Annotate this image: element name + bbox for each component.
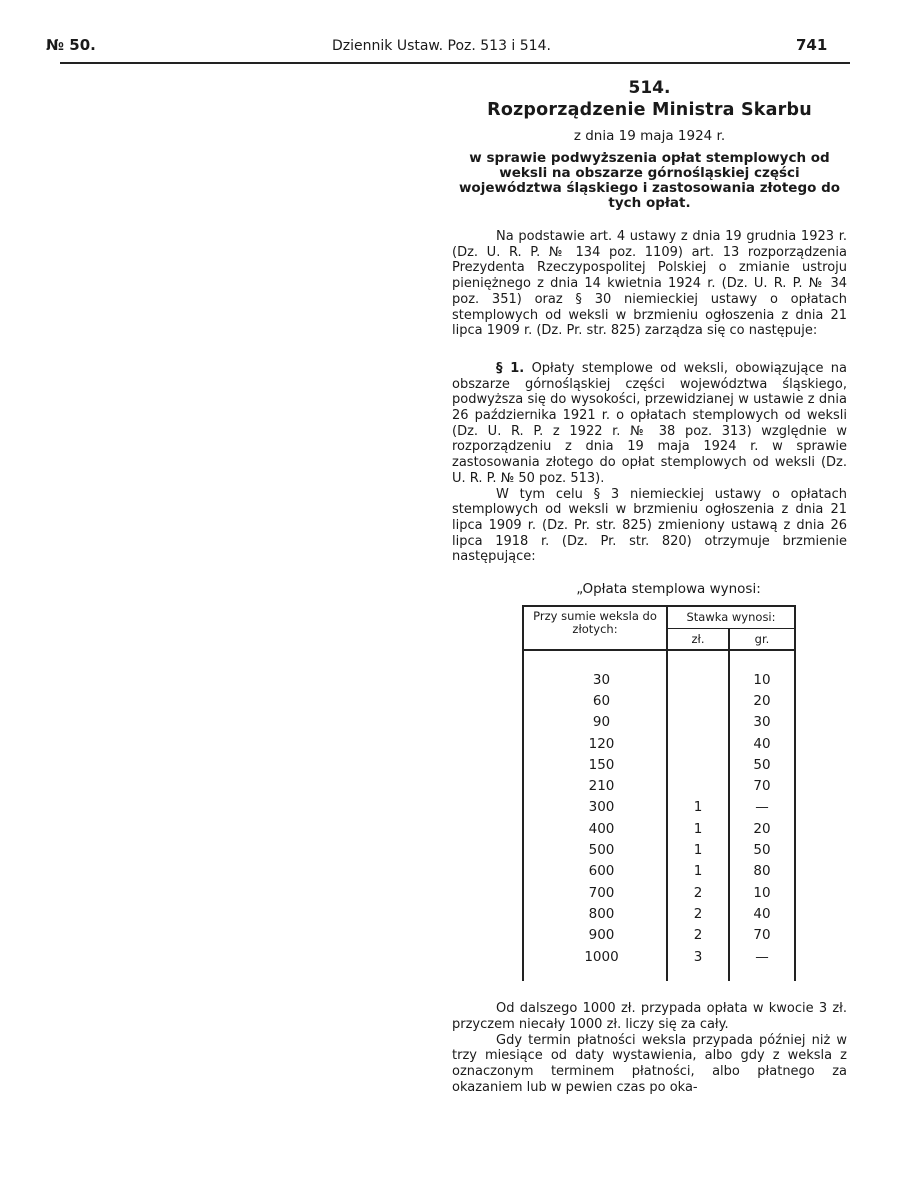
cell-zl: 1 — [667, 861, 729, 882]
cell-zl: 1 — [667, 797, 729, 818]
cell-sum: 500 — [523, 839, 667, 860]
cell-gr: 80 — [729, 861, 795, 882]
cell-zl: 3 — [667, 946, 729, 967]
column-header-sum: Przy sumie weksla do złotych: — [523, 606, 667, 650]
cell-sum: 400 — [523, 818, 667, 839]
cell-zl: 1 — [667, 839, 729, 860]
table-row — [523, 669, 795, 690]
cell-gr: 20 — [729, 818, 795, 839]
cell-zl — [667, 669, 729, 690]
column-header-zl: zł. — [667, 629, 729, 650]
cell-gr: — — [729, 797, 795, 818]
cell-gr: 70 — [729, 776, 795, 797]
after-table-paragraph-2: Gdy termin płatności weksla przypada później niż w trzy miesiące od daty wystawienia, albo gdy z weksla z oznaczonym terminem płatności, albo płatnego za okazaniem lub w pewien czas po oka- — [452, 1032, 847, 1095]
journal-title: Dziennik Ustaw. Poz. 513 i 514. — [332, 38, 551, 54]
act-number: 514. — [628, 78, 671, 98]
text-column — [452, 70, 847, 1095]
table-row — [523, 776, 795, 797]
table-row — [523, 882, 795, 903]
cell-gr: 30 — [729, 712, 795, 733]
cell-gr: 40 — [729, 903, 795, 924]
cell-gr: 20 — [729, 690, 795, 711]
cell-sum: 60 — [523, 690, 667, 711]
table-intro: „Opłata stemplowa wynosi: — [576, 581, 761, 598]
column-header-rate: Stawka wynosi: — [667, 606, 795, 629]
cell-gr: 10 — [729, 882, 795, 903]
column-header-gr: gr. — [729, 629, 795, 650]
stamp-fee-table — [522, 605, 796, 981]
cell-zl — [667, 776, 729, 797]
after-table-paragraph-1: Od dalszego 1000 zł. przypada opłata w kwocie 3 zł. przyczem niecały 1000 zł. liczy się za cały. — [452, 1001, 847, 1032]
cell-gr: 70 — [729, 925, 795, 946]
section-1-paragraph — [452, 361, 847, 487]
cell-gr: 40 — [729, 733, 795, 754]
cell-gr: 50 — [729, 754, 795, 775]
cell-sum: 700 — [523, 882, 667, 903]
cell-sum: 900 — [523, 925, 667, 946]
cell-zl: 2 — [667, 925, 729, 946]
table-row — [523, 861, 795, 882]
preamble-paragraph: Na podstawie art. 4 ustawy z dnia 19 grudnia 1923 r. (Dz. U. R. P. № 134 poz. 1109) art. 13 rozporządzenia Prezydenta Rzeczypospolitej Polskiej o zmianie ustroju pieniężnego z dnia 14 kwietnia 1924 r. (Dz. U. R. P. № 34 poz. 351) oraz § 30 niemieckiej ustawy o opłatach stemplowych od weksli w brzmieniu ogłoszenia z dnia 21 lipca 1909 r. (Dz. Pr. str. 825) zarządza się co następuje: — [452, 229, 847, 339]
header-rule — [60, 62, 850, 64]
table-row — [523, 712, 795, 733]
cell-zl — [667, 690, 729, 711]
act-subject: w sprawie podwyższenia opłat stemplowych od weksli na obszarze górnośląskiej części województwa śląskiego i zastosowania złotego do tych opłat. — [458, 150, 841, 211]
page-header — [0, 30, 913, 64]
act-date: z dnia 19 maja 1924 r. — [573, 128, 726, 144]
cell-sum: 300 — [523, 797, 667, 818]
cell-zl — [667, 712, 729, 733]
section-1-label: § 1. — [496, 360, 525, 376]
cell-sum: 210 — [523, 776, 667, 797]
page-number: 741 — [796, 36, 828, 54]
table-row — [523, 903, 795, 924]
cell-gr: 10 — [729, 669, 795, 690]
cell-sum: 800 — [523, 903, 667, 924]
cell-zl: 2 — [667, 903, 729, 924]
cell-zl: 1 — [667, 818, 729, 839]
act-title: Rozporządzenie Ministra Skarbu — [487, 100, 812, 120]
table-row — [523, 946, 795, 967]
cell-sum: 600 — [523, 861, 667, 882]
cell-sum: 150 — [523, 754, 667, 775]
section-1-text: Opłaty stemplowe od weksli, obowiązujące na obszarze górnośląskiej części województwa śląskiego, podwyższa się do wysokości, przewidzianej w ustawie z dnia 26 października 1921 r. o opłatach stemplowych od weksli (Dz. U. R. P. z 1922 r. № 38 poz. 313) względnie w rozporządzeniu z dnia 19 maja 1924 r. w sprawie zastosowania złotego do opłat stemplowych od weksli (Dz. U. R. P. № 50 poz. 513). — [452, 360, 847, 486]
cell-sum: 90 — [523, 712, 667, 733]
table-row — [523, 690, 795, 711]
cell-gr: 50 — [729, 839, 795, 860]
table-row — [523, 839, 795, 860]
table-row — [523, 818, 795, 839]
table-row — [523, 754, 795, 775]
cell-zl — [667, 733, 729, 754]
cell-zl — [667, 754, 729, 775]
cell-zl: 2 — [667, 882, 729, 903]
cell-gr: — — [729, 946, 795, 967]
issue-number: № 50. — [46, 36, 96, 54]
table-row — [523, 733, 795, 754]
table-row — [523, 797, 795, 818]
cell-sum: 30 — [523, 669, 667, 690]
table-body — [523, 650, 795, 981]
section-1-continuation: W tym celu § 3 niemieckiej ustawy o opłatach stemplowych od weksli w brzmieniu ogłoszenia z dnia 21 lipca 1909 r. (Dz. Pr. str. 825) zmieniony ustawą z dnia 26 lipca 1918 r. (Dz. Pr. str. 820) otrzymuje brzmienie następujące: — [452, 486, 847, 565]
cell-sum: 120 — [523, 733, 667, 754]
table-row — [523, 925, 795, 946]
cell-sum: 1000 — [523, 946, 667, 967]
